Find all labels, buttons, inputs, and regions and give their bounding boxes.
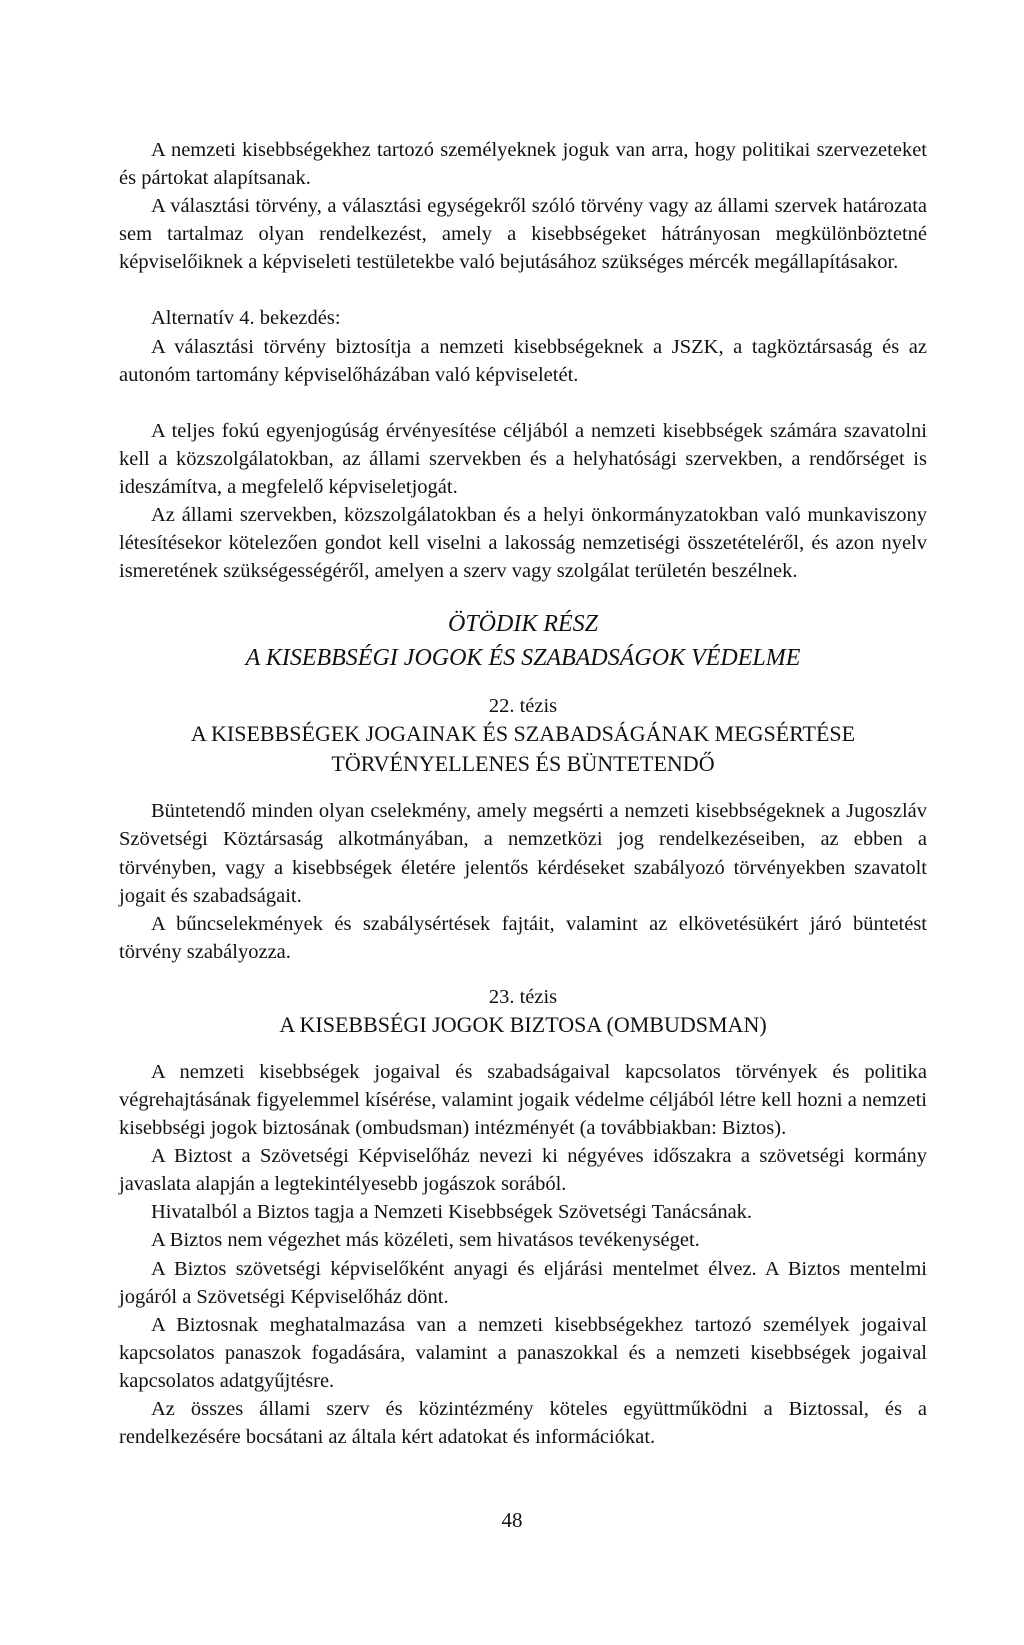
thesis-22-heading-line1: A KISEBBSÉGEK JOGAINAK ÉS SZABADSÁGÁNAK MEGSÉRTÉSE xyxy=(190,721,856,747)
thesis-22-heading xyxy=(119,693,927,779)
thesis-22-paragraph: A bűncselekmények és szabálysértések fajtáit, valamint az elkövetésükért járó büntetést törvény szabályozza. xyxy=(119,912,927,963)
thesis-23-paragraph: A Biztost a Szövetségi Képviselőház nevezi ki négyéves időszakra a szövetségi kormány javaslata alapján a legtekintélyesebb jogászok sorából. xyxy=(119,1145,927,1196)
thesis-23-paragraph: A Biztosnak meghatalmazása van a nemzeti kisebbségekhez tartozó személyek jogaival kapcsolatos panaszok fogadására, valamint a panaszokkal és a nemzeti kisebbségek jogaival kapcsolatos adatgyűjtésre. xyxy=(119,1313,927,1392)
paragraph-political-organizations: A nemzeti kisebbségekhez tartozó személyeknek joguk van arra, hogy politikai szervezeteket és pártokat alapítsanak. xyxy=(119,139,927,190)
thesis-23-paragraph: A nemzeti kisebbségek jogaival és szabadságaival kapcsolatos törvények és politika végrehajtásának figyelemmel kísérése, valamint jogaik védelme céljából létre kell hozni a nemzeti kisebbségi jogok biztosának (ombudsman) intézményét (a továbbiakban: Biztos). xyxy=(119,1060,927,1140)
part-heading xyxy=(119,607,927,675)
thesis-23-number: 23. tézis xyxy=(488,985,558,1008)
thesis-23-paragraph: A Biztos szövetségi képviselőként anyagi és eljárási mentelmet élvez. A Biztos mentelmi jogáról a Szövetségi Képviselőház dönt. xyxy=(119,1257,927,1308)
thesis-23-heading-line1: A KISEBBSÉGI JOGOK BIZTOSA (OMBUDSMAN) xyxy=(279,1011,767,1037)
paragraph-alternative-text: A választási törvény biztosítja a nemzeti kisebbségeknek a JSZK, a tagköztársaság és az autonóm tartomány képviselőházában való képviseletét. xyxy=(119,335,927,386)
thesis-22-number: 22. tézis xyxy=(488,695,558,718)
part-title-line1: ÖTÖDIK RÉSZ xyxy=(447,611,598,638)
thesis-22-paragraph: Büntetendő minden olyan cselekmény, amely megsérti a nemzeti kisebbségeknek a Jugoszláv Szövetségi Köztársaság alkotmányában, a nemzetközi jog rendelkezéseiben, az ebben a törvényben, vagy a kisebbségek életére jelentős kérdéseket szabályozó törvényekben szavatolt jogait és szabadságait. xyxy=(119,800,927,907)
page-number: 48 xyxy=(501,1508,523,1532)
paragraph-electoral-law: A választási törvény, a választási egységekről szóló törvény vagy az állami szervek határozata sem tartalmaz olyan rendelkezést, amely a kisebbségeket hátrányosan megkülönböztetné képviselőiknek a képviseleti testületekbe való bejutásához szükséges mércék megállapításakor. xyxy=(119,195,927,274)
document-page xyxy=(119,136,927,1451)
thesis-23-paragraph: Hivatalból a Biztos tagja a Nemzeti Kisebbségek Szövetségi Tanácsának. xyxy=(151,1201,753,1224)
thesis-23-paragraph: Az összes állami szerv és közintézmény köteles együttműködni a Biztossal, és a rendelkezésére bocsátani az általa kért adatokat és információkat. xyxy=(119,1398,927,1449)
paragraph-equal-rights: A teljes fokú egyenjogúság érvényesítése céljából a nemzeti kisebbségek számára szavatolni kell a közszolgálatokban, az állami szervekben és a helyhatósági szervekben, a rendőrséget is ideszámítva, a megfelelő képviseletjogát. xyxy=(119,419,927,498)
part-title-line2: A KISEBBSÉGI JOGOK ÉS SZABADSÁGOK VÉDELME xyxy=(245,645,801,672)
alternative-label: Alternatív 4. bekezdés: xyxy=(151,307,341,330)
thesis-23-heading xyxy=(119,984,927,1040)
thesis-22-heading-line2: TÖRVÉNYELLENES ÉS BÜNTETENDŐ xyxy=(331,751,715,777)
paragraph-employment: Az állami szervekben, közszolgálatokban és a helyi önkormányzatokban való munkaviszony létesítésekor kötelezően gondot kell viselni a lakosság nemzetiségi összetételéről, és azon nyelv ismeretének szükségességéről, amelyen a szerv vagy szolgálat területén beszélnek. xyxy=(119,504,927,583)
thesis-23-paragraph: A Biztos nem végezhet más közéleti, sem hivatásos tevékenységet. xyxy=(151,1229,700,1252)
